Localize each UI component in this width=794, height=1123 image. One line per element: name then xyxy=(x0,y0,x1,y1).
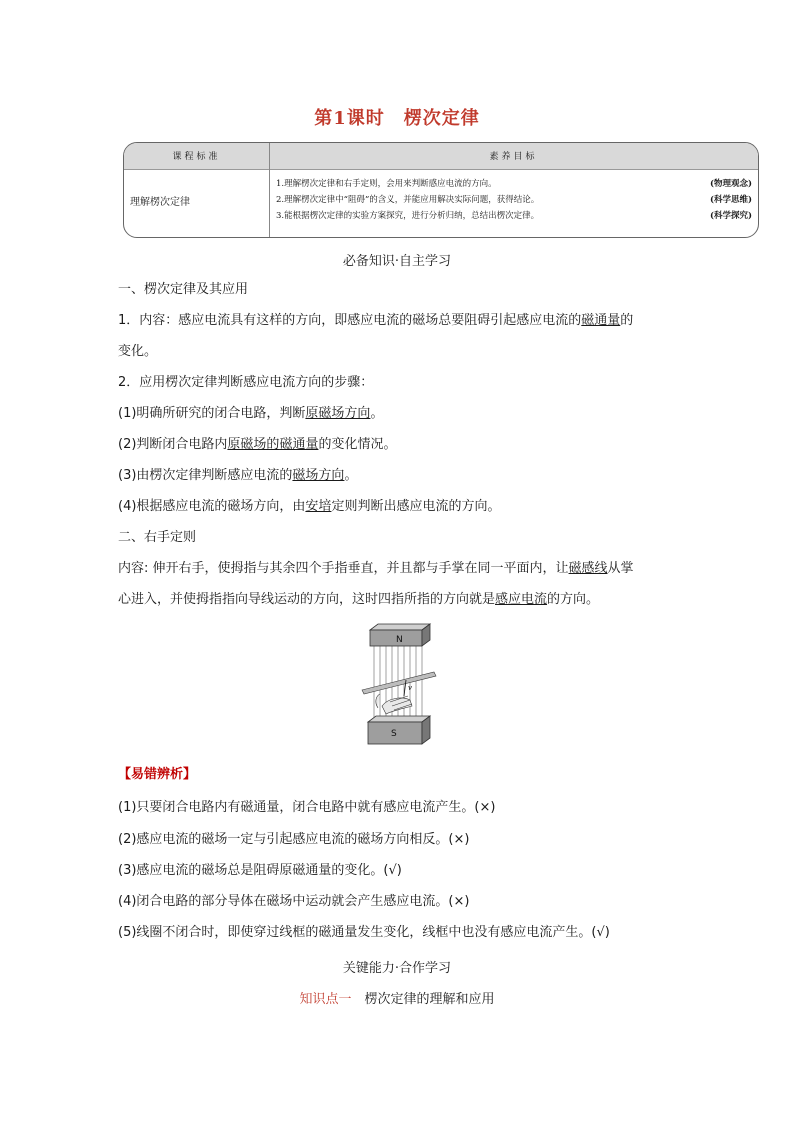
part1-item1 xyxy=(118,312,633,330)
text: 内容: 伸开右手，使拇指与其余四个手指垂直，并且都与手掌在同一平面内，让 xyxy=(118,561,569,576)
underlined-answer: 磁通量 xyxy=(279,437,319,452)
page-title: 第1课时 楞次定律 xyxy=(314,108,480,129)
goal-tag: (物理观念) xyxy=(709,179,752,189)
conductor-rod-icon xyxy=(362,672,436,694)
underlined-answer: 感应电流 xyxy=(495,592,548,607)
south-label: S xyxy=(391,729,397,739)
knowledge-point-label: 知识点一 xyxy=(299,992,352,1007)
step-4 xyxy=(118,498,500,516)
header-literacy-goals: 素养目标 xyxy=(489,152,538,162)
text: 定则判断出感应电流的方向。 xyxy=(331,499,501,514)
text: 的方向。 xyxy=(547,592,600,607)
underlined-answer: 原磁场的 xyxy=(227,437,280,452)
text: 的 xyxy=(620,313,634,328)
south-magnet-icon xyxy=(368,716,430,744)
standard-cell: 理解楞次定律 xyxy=(130,197,190,208)
part1-item1-cont: 变化。 xyxy=(118,344,158,359)
velocity-label: v xyxy=(408,684,412,692)
table-divider xyxy=(269,143,270,237)
right-hand-rule-line2 xyxy=(118,591,599,609)
text: 1．内容：感应电流具有这样的方向，即感应电流的磁场总要阻碍引起感应电流的 xyxy=(118,313,582,328)
right-hand-rule-line1 xyxy=(118,560,634,578)
underlined-answer: 原磁场方向 xyxy=(305,406,371,421)
text: 。 xyxy=(344,468,358,483)
section-heading-key-ability: 关键能力·合作学习 xyxy=(342,961,452,976)
standards-table xyxy=(123,142,759,238)
underlined-answer: 磁场方向 xyxy=(292,468,345,483)
underlined-answer: 安培 xyxy=(305,499,332,514)
right-hand-rule-figure xyxy=(360,622,438,754)
step-1 xyxy=(118,405,383,423)
part1-item2: 2．应用楞次定律判断感应电流方向的步骤： xyxy=(118,375,374,390)
text: 。 xyxy=(370,406,384,421)
error-item: (3)感应电流的磁场总是阻碍原磁通量的变化。(√) xyxy=(118,863,402,878)
error-item: (5)线圈不闭合时，即使穿过线框的磁通量发生变化，线框中也没有感应电流产生。(√) xyxy=(118,925,610,940)
header-course-standard: 课程标准 xyxy=(172,152,221,162)
text: (3)由楞次定律判断感应电流的 xyxy=(118,468,293,483)
step-2 xyxy=(118,436,396,454)
error-item: (4)闭合电路的部分导体在磁场中运动就会产生感应电流。(×) xyxy=(118,894,470,909)
error-item: (2)感应电流的磁场一定与引起感应电流的磁场方向相反。(×) xyxy=(118,832,470,847)
right-hand-icon xyxy=(376,694,412,714)
text: (2)判断闭合电路内 xyxy=(118,437,228,452)
step-3 xyxy=(118,467,357,485)
standards-table-header xyxy=(124,143,758,170)
part2-heading: 二、右手定则 xyxy=(118,530,197,545)
text: 的变化情况。 xyxy=(318,437,397,452)
section-heading-essential: 必备知识·自主学习 xyxy=(342,254,452,269)
underlined-answer: 磁通量 xyxy=(581,313,621,328)
knowledge-point-text: 楞次定律的理解和应用 xyxy=(351,992,495,1007)
text: (4)根据感应电流的磁场方向，由 xyxy=(118,499,306,514)
goal-text: 1.理解楞次定律和右手定则，会用来判断感应电流的方向。 xyxy=(276,179,497,189)
goal-text: 2.理解楞次定律中“阻碍”的含义，并能应用解决实际问题，获得结论。 xyxy=(276,195,540,205)
goal-tag: (科学思维) xyxy=(709,195,752,205)
part1-heading: 一、楞次定律及其应用 xyxy=(118,282,249,297)
goal-tag: (科学探究) xyxy=(709,211,752,221)
text: (1)明确所研究的闭合电路，判断 xyxy=(118,406,306,421)
goal-row xyxy=(276,209,752,223)
text: 心进入，并使拇指指向导线运动的方向，这时四指所指的方向就是 xyxy=(118,592,496,607)
knowledge-point-heading xyxy=(0,988,794,1007)
goal-row xyxy=(276,177,752,191)
goal-row xyxy=(276,193,752,207)
underlined-answer: 磁感线 xyxy=(568,561,608,576)
goal-text: 3.能根据楞次定律的实验方案探究，进行分析归纳，总结出楞次定律。 xyxy=(276,211,540,221)
text: 从掌 xyxy=(607,561,634,576)
north-label: N xyxy=(396,635,403,645)
error-analysis-heading: 【易错辨析】 xyxy=(118,767,197,782)
error-item: (1)只要闭合电路内有磁通量，闭合电路中就有感应电流产生。(×) xyxy=(118,800,496,815)
